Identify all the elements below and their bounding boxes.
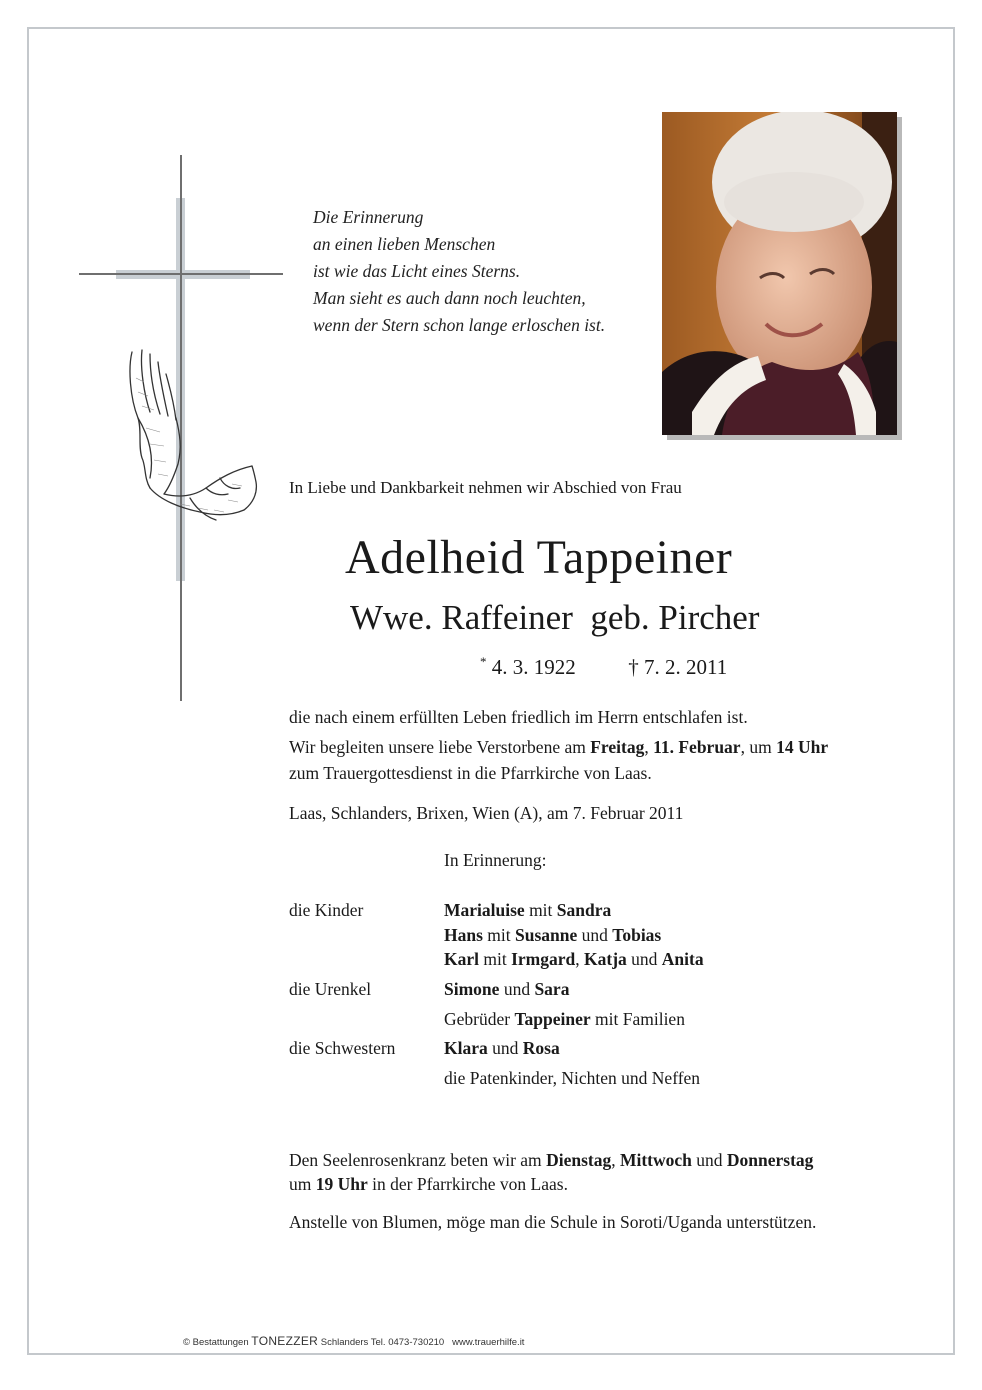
brothers-line: Gebrüder Tappeiner mit Familien (444, 1009, 685, 1029)
poem-line: Man sieht es auch dann noch leuchten, (313, 288, 586, 308)
place-date: Laas, Schlanders, Brixen, Wien (A), am 7. Februar 2011 (289, 803, 684, 823)
cross-horizontal-line (79, 273, 283, 275)
memory-heading: In Erinnerung: (444, 850, 547, 870)
flowers-note: Anstelle von Blumen, möge man die Schule in Soroti/Uganda unterstützen. (289, 1212, 817, 1232)
poem-line: Die Erinnerung (313, 207, 424, 227)
children-label: die Kinder (289, 900, 364, 920)
children-line-3: Karl mit Irmgard, Katja und Anita (444, 949, 704, 969)
portrait-photo (662, 112, 897, 435)
life-dates (480, 654, 727, 680)
poem-line: an einen lieben Menschen (313, 234, 496, 254)
great-grandchildren-line: Simone und Sara (444, 979, 570, 999)
deceased-name: Adelheid Tappeiner (345, 531, 733, 584)
children-line-1: Marialuise mit Sandra (444, 900, 612, 920)
godchildren-line: die Patenkinder, Nichten und Neffen (444, 1068, 701, 1088)
sisters-line: Klara und Rosa (444, 1038, 560, 1058)
great-grandchildren-label: die Urenkel (289, 979, 372, 999)
funeral-date-line: Wir begleiten unsere liebe Verstorbene am Freitag, 11. Februar, um 14 Uhr (289, 737, 829, 757)
funeral-location-line: zum Trauergottesdienst in die Pfarrkirche von Laas. (289, 763, 652, 783)
birth-symbol: * (480, 654, 487, 669)
memorial-poem (313, 204, 605, 339)
birth-date: 4. 3. 1922 (491, 655, 576, 679)
intro-text: In Liebe und Dankbarkeit nehmen wir Abschied von Frau (289, 478, 682, 497)
death-date: † 7. 2. 2011 (628, 655, 728, 679)
rosary-line-1: Den Seelenrosenkranz beten wir am Dienstag, Mittwoch und Donnerstag (289, 1150, 814, 1170)
praying-hands-icon (120, 348, 260, 528)
sisters-label: die Schwestern (289, 1038, 396, 1058)
rosary-line-2: um 19 Uhr in der Pfarrkirche von Laas. (289, 1174, 568, 1194)
children-line-2: Hans mit Susanne und Tobias (444, 925, 662, 945)
maiden-name: Wwe. Raffeiner geb. Pircher (350, 598, 760, 637)
poem-line: ist wie das Licht eines Sterns. (313, 261, 521, 281)
passing-text: die nach einem erfüllten Leben friedlich im Herrn entschlafen ist. (289, 707, 748, 727)
footer-credit: © Bestattungen TONEZZER Schlanders Tel. 0473-730210 www.trauerhilfe.it (183, 1334, 525, 1348)
poem-line: wenn der Stern schon lange erloschen ist. (313, 315, 606, 335)
funeral-home-name: TONEZZER (251, 1334, 319, 1348)
